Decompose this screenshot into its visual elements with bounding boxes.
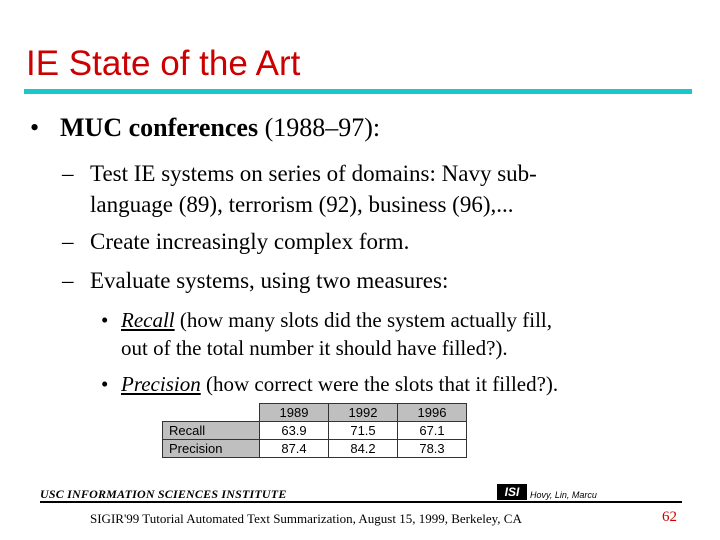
table-cell: 63.9 — [260, 422, 329, 440]
title-divider — [24, 89, 692, 94]
footer-authors: Hovy, Lin, Marcu — [530, 490, 597, 500]
year-header: 1992 — [329, 404, 398, 422]
footer-institute: USC INFORMATION SCIENCES INSTITUTE — [40, 487, 287, 501]
sub-bullet-line: language (89), terrorism (92), business (96),... — [90, 192, 514, 217]
table-cell: 84.2 — [329, 440, 398, 458]
main-bullet-bold: MUC conferences — [60, 113, 259, 142]
row-label: Recall — [163, 422, 260, 440]
sub-bullet-line: Create increasingly complex form. — [90, 229, 410, 254]
measure-text: (how correct were the slots that it filled?). — [200, 372, 559, 396]
measure-term: Recall — [121, 308, 175, 332]
measure-text: out of the total number it should have filled?). — [121, 336, 508, 360]
footer-divider — [40, 501, 682, 503]
isi-logo: ISI — [497, 484, 527, 500]
sub-bullet-line: Evaluate systems, using two measures: — [90, 268, 449, 293]
table-cell: 87.4 — [260, 440, 329, 458]
table-header-row — [163, 404, 467, 422]
row-label: Precision — [163, 440, 260, 458]
measure-term: Precision — [121, 372, 201, 396]
bullet-glyph: • — [101, 372, 109, 396]
measure-text: (how many slots did the system actually fill, — [174, 308, 553, 332]
page-number: 62 — [662, 509, 677, 525]
table-row — [163, 440, 467, 458]
year-header: 1989 — [260, 404, 329, 422]
table-corner — [163, 404, 260, 422]
table-cell: 71.5 — [329, 422, 398, 440]
bullet-glyph: • — [30, 113, 40, 142]
table-row — [163, 422, 467, 440]
results-table — [162, 403, 467, 458]
table-cell: 78.3 — [398, 440, 467, 458]
footer-event: SIGIR'99 Tutorial Automated Text Summarization, August 15, 1999, Berkeley, CA — [90, 511, 522, 526]
year-header: 1996 — [398, 404, 467, 422]
sub-bullet-line: Test IE systems on series of domains: Navy sub- — [90, 161, 537, 186]
dash-glyph: – — [62, 161, 74, 186]
table-cell: 67.1 — [398, 422, 467, 440]
dash-glyph: – — [62, 229, 74, 254]
main-bullet-rest: (1988–97): — [258, 113, 381, 142]
bullet-glyph: • — [101, 308, 109, 332]
dash-glyph: – — [62, 268, 74, 293]
slide-title: IE State of the Art — [26, 44, 301, 83]
